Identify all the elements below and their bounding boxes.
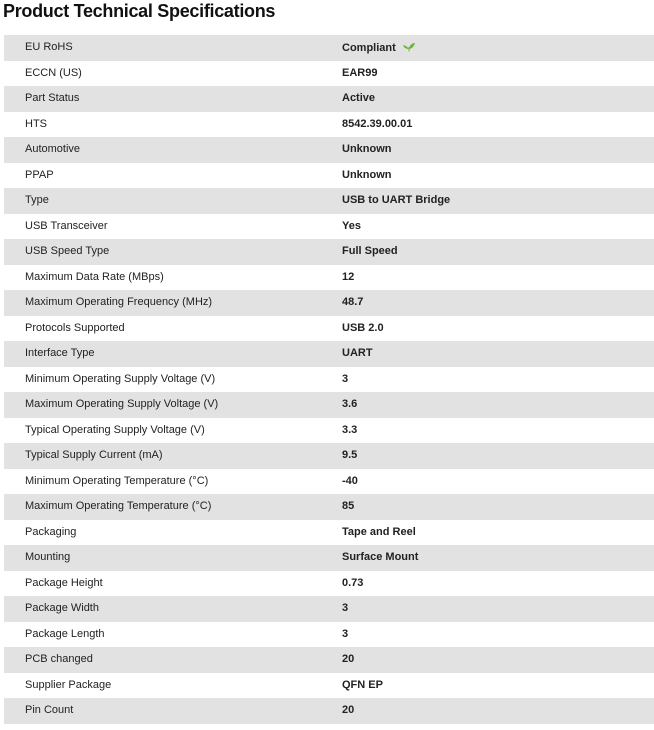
spec-row xyxy=(4,341,654,367)
spec-label: Automotive xyxy=(25,143,81,156)
spec-value: Unknown xyxy=(342,168,392,181)
spec-value: 8542.39.00.01 xyxy=(342,117,413,130)
spec-label: Pin Count xyxy=(25,704,74,717)
spec-value: 85 xyxy=(342,500,355,513)
spec-label: USB Speed Type xyxy=(25,245,110,258)
spec-label: Minimum Operating Supply Voltage (V) xyxy=(25,372,216,385)
spec-value: 3 xyxy=(342,627,349,640)
spec-value: 20 xyxy=(342,653,355,666)
spec-value: Tape and Reel xyxy=(342,525,416,538)
spec-value: 3 xyxy=(342,602,349,615)
spec-value: UART xyxy=(342,347,373,360)
spec-label: Type xyxy=(25,194,49,207)
spec-label: Mounting xyxy=(25,551,71,564)
spec-value-cell xyxy=(321,571,654,597)
spec-value: 12 xyxy=(342,270,355,283)
spec-row xyxy=(4,137,654,163)
spec-row xyxy=(4,494,654,520)
spec-row xyxy=(4,698,654,724)
spec-value-cell xyxy=(321,35,654,61)
spec-value-cell xyxy=(321,214,654,240)
spec-label: Package Height xyxy=(25,576,103,589)
spec-value-cell xyxy=(321,290,654,316)
spec-label: PCB changed xyxy=(25,653,93,666)
spec-value-cell xyxy=(321,596,654,622)
spec-value: Unknown xyxy=(342,143,392,156)
spec-row xyxy=(4,316,654,342)
leaf-icon xyxy=(402,41,416,52)
spec-value: 20 xyxy=(342,704,355,717)
spec-row xyxy=(4,622,654,648)
spec-value: Yes xyxy=(342,219,361,232)
spec-row xyxy=(4,673,654,699)
spec-value-cell xyxy=(321,239,654,265)
spec-label: Part Status xyxy=(25,92,80,105)
spec-label: Maximum Operating Temperature (°C) xyxy=(25,500,212,513)
spec-value-cell xyxy=(321,647,654,673)
spec-value-cell xyxy=(321,316,654,342)
spec-row xyxy=(4,418,654,444)
spec-value: QFN EP xyxy=(342,678,383,691)
spec-row xyxy=(4,367,654,393)
spec-value-cell xyxy=(321,673,654,699)
spec-value-cell xyxy=(321,520,654,546)
spec-row xyxy=(4,290,654,316)
spec-value: 9.5 xyxy=(342,449,358,462)
spec-value: EAR99 xyxy=(342,66,378,79)
spec-label: USB Transceiver xyxy=(25,219,108,232)
spec-row xyxy=(4,469,654,495)
spec-label: Maximum Operating Supply Voltage (V) xyxy=(25,398,219,411)
spec-value: Compliant xyxy=(342,41,396,54)
spec-value-cell xyxy=(321,341,654,367)
spec-row xyxy=(4,112,654,138)
spec-value: Active xyxy=(342,92,376,105)
spec-row xyxy=(4,647,654,673)
spec-value: Full Speed xyxy=(342,245,398,258)
spec-table-body xyxy=(4,35,654,724)
spec-row xyxy=(4,61,654,87)
spec-value: 3.6 xyxy=(342,398,358,411)
spec-label: Minimum Operating Temperature (°C) xyxy=(25,474,209,487)
spec-label: Typical Operating Supply Voltage (V) xyxy=(25,423,205,436)
spec-value-cell xyxy=(321,112,654,138)
spec-row xyxy=(4,214,654,240)
spec-value-cell xyxy=(321,61,654,87)
spec-label: Maximum Data Rate (MBps) xyxy=(25,270,164,283)
spec-value: 3.3 xyxy=(342,423,358,436)
spec-label: ECCN (US) xyxy=(25,66,82,79)
spec-label: Interface Type xyxy=(25,347,95,360)
spec-row xyxy=(4,520,654,546)
spec-value-cell xyxy=(321,188,654,214)
spec-row xyxy=(4,86,654,112)
spec-label: PPAP xyxy=(25,168,54,181)
spec-label: Typical Supply Current (mA) xyxy=(25,449,163,462)
spec-label: HTS xyxy=(25,117,47,130)
spec-value-cell xyxy=(321,86,654,112)
spec-value: -40 xyxy=(342,474,358,487)
spec-value-cell xyxy=(321,545,654,571)
spec-label: EU RoHS xyxy=(25,41,73,54)
spec-label: Packaging xyxy=(25,525,77,538)
spec-value-cell xyxy=(321,265,654,291)
spec-label: Supplier Package xyxy=(25,678,112,691)
spec-row xyxy=(4,188,654,214)
spec-label: Maximum Operating Frequency (MHz) xyxy=(25,296,213,309)
spec-row xyxy=(4,35,654,61)
spec-row xyxy=(4,443,654,469)
spec-row xyxy=(4,545,654,571)
spec-value-cell xyxy=(321,137,654,163)
spec-row xyxy=(4,392,654,418)
spec-table xyxy=(4,35,654,724)
spec-value: Surface Mount xyxy=(342,551,419,564)
spec-value: USB to UART Bridge xyxy=(342,194,451,207)
spec-label: Protocols Supported xyxy=(25,321,125,334)
spec-value-cell xyxy=(321,418,654,444)
spec-value-cell xyxy=(321,367,654,393)
spec-value-cell xyxy=(321,494,654,520)
spec-label: Package Width xyxy=(25,602,99,615)
spec-value-cell xyxy=(321,469,654,495)
spec-value: 3 xyxy=(342,372,349,385)
spec-row xyxy=(4,596,654,622)
spec-row xyxy=(4,239,654,265)
spec-row xyxy=(4,571,654,597)
spec-value: 0.73 xyxy=(342,576,364,589)
spec-value: USB 2.0 xyxy=(342,321,384,334)
spec-value-cell xyxy=(321,698,654,724)
spec-label: Package Length xyxy=(25,627,105,640)
spec-value: 48.7 xyxy=(342,296,364,309)
page-title: Product Technical Specifications xyxy=(3,1,276,21)
spec-value-cell xyxy=(321,443,654,469)
spec-row xyxy=(4,265,654,291)
spec-value-cell xyxy=(321,392,654,418)
spec-row xyxy=(4,163,654,189)
spec-value-cell xyxy=(321,163,654,189)
spec-value-cell xyxy=(321,622,654,648)
